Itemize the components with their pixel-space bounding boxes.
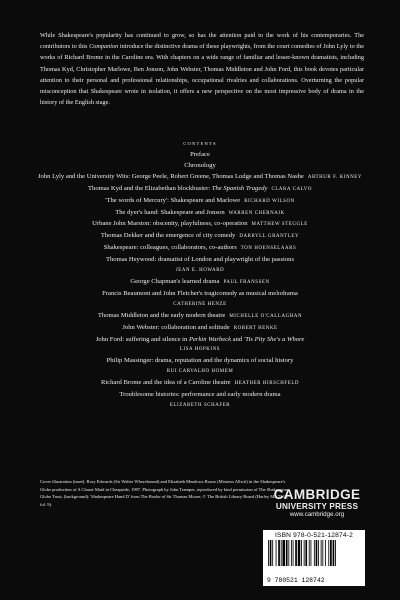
publisher-logo (262, 488, 372, 519)
contents-entry (28, 356, 372, 378)
entry-title: Richard Brome and the idea of a Caroline theatre (100, 379, 231, 387)
entry-title: George Chapman's learned drama (130, 277, 220, 285)
contents-entry (28, 196, 372, 208)
publisher-sub: UNIVERSITY PRESS (275, 502, 359, 511)
entry-title: The dyer's hand: Shakespeare and Jonson (115, 208, 225, 216)
entry-author: WARREN CHERNAIK (228, 210, 285, 216)
contents-entry (28, 243, 372, 255)
entry-author: TON HOENSELAARS (240, 246, 297, 252)
entry-title: Troublesome histories: performance and early modern drama (119, 391, 281, 399)
entry-author: JEAN E. HOWARD (175, 268, 225, 274)
back-cover-blurb (40, 30, 364, 108)
entry-author: MICHELLE O'CALLAGHAN (229, 313, 303, 319)
isbn-text: ISBN 978-0-521-12874-2 (274, 532, 354, 539)
contents-entry (28, 311, 372, 323)
entry-title: Thomas Kyd and the Elizabethan blockbuster: The Spanish Tragedy (88, 184, 268, 192)
entry-title: John Lyly and the University Wits: George Peele, Robert Greene, Thomas Lodge and Thomas Nashe (37, 172, 304, 180)
contents-entry (28, 161, 372, 172)
blurb-text-2: introduce the distinctive drama of these playwrights, from the court comedies of John Lyly to the works of Richard Brome in the Caroline era. With chapters on a wide range of familiar and lesser-known dramatists, including Thomas Kyd, Christopher Marlowe, Ben Jonson, John Webster, Thomas Middleton and John Ford, this book devotes particular attention to their personal and professional relationships, occupational rivalries and collaborations. Overturning the popular misconception that Shakespeare wrote in isolation, it offers a new perspective on the most impressive body of drama in the history of the English stage. (40, 43, 364, 107)
contents-entry (28, 277, 372, 289)
publisher-name: CAMBRIDGE (273, 487, 361, 502)
contents-entry (28, 231, 372, 243)
blurb-companion-italic: Companion (89, 43, 119, 51)
entry-title: Thomas Dekker and the emergence of city comedy (100, 232, 236, 240)
entry-title: Thomas Heywood: dramatist of London and playwright of the passions (105, 256, 295, 264)
blurb-text-1: While Shakespeare's popularity has continued to grow, so has the attention paid to the work of his contemporaries. The contributors to this (40, 32, 364, 51)
contents-entry (28, 335, 372, 357)
entry-title: 'The words of Mercury': Shakespeare and Marlowe (105, 196, 241, 204)
contents-entry (28, 378, 372, 390)
entry-title: Shakespeare: colleagues, collaborators, co-authors (103, 244, 237, 252)
entry-title: Francis Beaumont and John Fletcher's tragicomedy as musical melodrama (102, 289, 298, 297)
entry-title: Thomas Middleton and the early modern theatre (97, 311, 226, 319)
entry-author: ROBERT HENKE (233, 325, 278, 331)
contents-entry (28, 255, 372, 277)
entry-title: Chronology (184, 161, 216, 169)
entry-author: ELIZABETH SCHAFER (169, 402, 231, 408)
contents-entry (28, 172, 372, 184)
barcode-digits: 9 780521 128742 (267, 577, 325, 584)
contents-entry (28, 208, 372, 220)
isbn-barcode (263, 530, 365, 586)
contents-entry (28, 219, 372, 231)
cover-credit: Cover illustration (inset): Rory Edwards (Sir Walter Whorehound) and Elizabeth Meadows Rouse (Mistress Allwit) in the Shakespeare's Globe production of A Chaste Maid in Cheapside, 1997. Photograph by John Tramper, reproduced by kind permission of The Shakespeare Globe Trust; (background): 'Shakespeare Hand D' from The Booke of Sir Thomas Moore, © The British Library Board (Harley MS 7368, fol. 9). (40, 479, 290, 507)
entry-title: Philip Massinger: drama, reputation and the dynamics of social history (106, 357, 294, 365)
entry-author: RUI CARVALHO HOMEM (166, 369, 234, 375)
entry-author: LISA HOPKINS (179, 347, 221, 353)
barcode-bars (266, 540, 362, 574)
contents-list (28, 138, 372, 412)
entry-author: DARRYLL GRANTLEY (239, 234, 300, 240)
entry-title: John Ford: suffering and silence in Perkin Warbeck and 'Tis Pity She's a Whore (95, 335, 305, 343)
contents-entry (28, 323, 372, 335)
entry-author: RICHARD WILSON (244, 198, 295, 204)
contents-entry (28, 184, 372, 196)
entry-title: Preface (190, 151, 210, 158)
contents-heading: CONTENTS (183, 141, 217, 146)
entry-author: PAUL FRANSSEN (223, 279, 270, 285)
contents-entry (28, 390, 372, 412)
contents-entry (28, 289, 372, 311)
contents-entry (28, 150, 372, 161)
entry-author: MATTHEW STEGGLE (251, 222, 308, 228)
entry-title: Urbane John Marston: obscenity, playfulness, co-operation (92, 220, 248, 228)
entry-author: ARTHUR F. KINNEY (307, 174, 363, 180)
entry-author: HEATHER HIRSCHFELD (234, 381, 300, 387)
entry-author: CATHERINE HENZE (173, 301, 227, 307)
entry-title: John Webster: collaboration and solitude (122, 323, 230, 331)
publisher-url: www.cambridge.org (289, 511, 345, 518)
entry-author: CLARA CALVO (271, 186, 312, 192)
